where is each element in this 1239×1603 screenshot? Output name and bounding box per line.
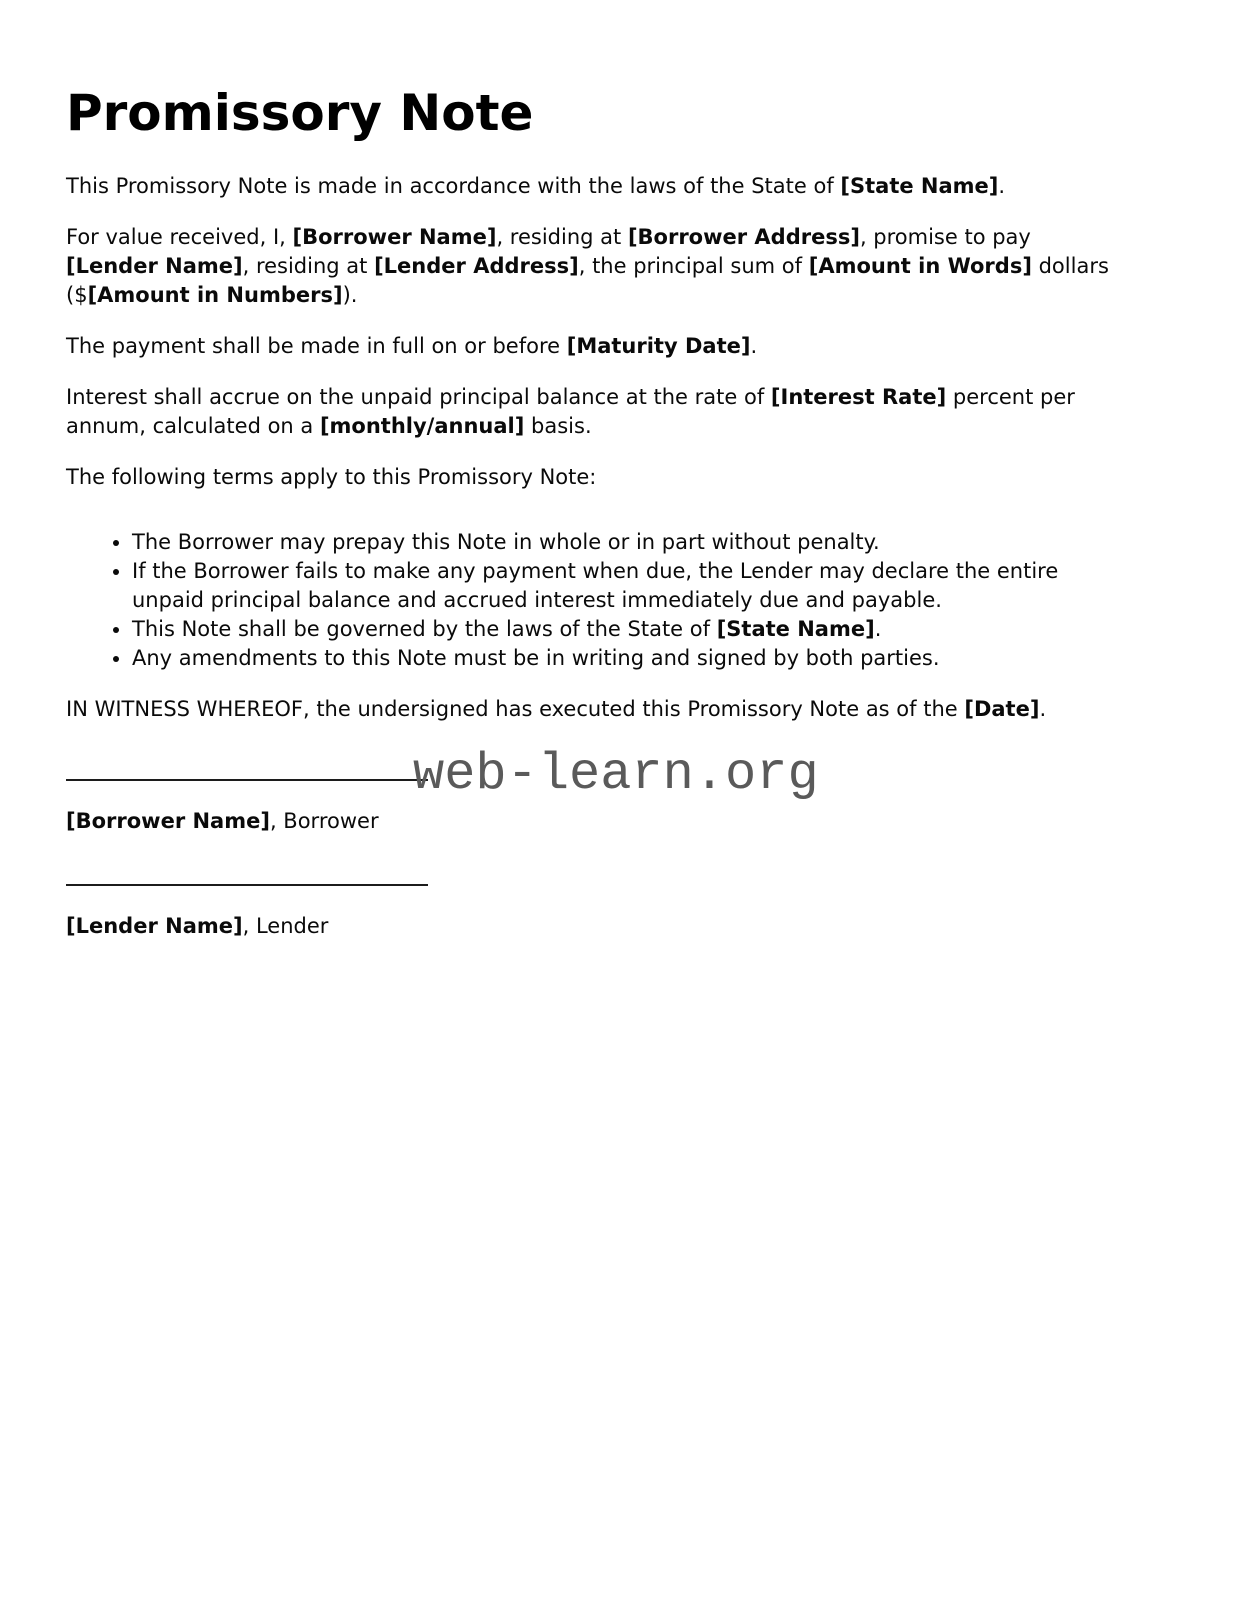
- placeholder-lender-name: [Lender Name]: [66, 254, 243, 278]
- paragraph-payment: [66, 332, 1129, 361]
- text-run: Any amendments to this Note must be in writing and signed by both parties.: [132, 646, 940, 670]
- paragraph-value-received: [66, 223, 1129, 310]
- text-run: IN WITNESS WHEREOF, the undersigned has executed this Promissory Note as of the: [66, 697, 965, 721]
- text-run: Interest shall accrue on the unpaid principal balance at the rate of: [66, 385, 771, 409]
- text-run: , promise to pay: [859, 225, 1031, 249]
- text-run: The following terms apply to this Promissory Note:: [66, 465, 597, 489]
- placeholder-borrower-address: [Borrower Address]: [627, 225, 860, 249]
- lender-signature-label: [66, 912, 1129, 941]
- terms-list: [66, 528, 1129, 673]
- placeholder-borrower-name: [Borrower Name]: [292, 225, 497, 249]
- list-item: [132, 644, 1129, 673]
- text-run: , residing at: [496, 225, 628, 249]
- text-run: .: [998, 174, 1006, 198]
- paragraph-governing-law: [66, 172, 1129, 201]
- page-title: Promissory Note: [66, 84, 534, 142]
- placeholder-date: [Date]: [964, 697, 1040, 721]
- text-run: dollars ($: [66, 254, 1109, 307]
- placeholder-borrower-name: [Borrower Name]: [66, 809, 270, 833]
- paragraph-interest: [66, 383, 1129, 441]
- list-item: [132, 615, 1129, 644]
- text-run: .: [750, 334, 758, 358]
- list-item: [132, 528, 1129, 557]
- text-run: This Promissory Note is made in accordance with the laws of the State of: [66, 174, 841, 198]
- paragraph-witness: [66, 695, 1129, 724]
- text-run: This Note shall be governed by the laws of the State of: [132, 617, 717, 641]
- placeholder-interest-rate: [Interest Rate]: [770, 385, 947, 409]
- placeholder-state-name: [State Name]: [716, 617, 875, 641]
- text-run: , residing at: [242, 254, 375, 278]
- borrower-signature-line: [66, 745, 819, 804]
- text-run: basis.: [524, 414, 592, 438]
- text-run: , Lender: [242, 914, 329, 938]
- list-item: [132, 557, 1129, 615]
- lender-signature-line: [66, 884, 428, 886]
- placeholder-lender-address: [Lender Address]: [374, 254, 579, 278]
- text-run: For value received, I,: [66, 225, 293, 249]
- borrower-signature-label: [66, 807, 1129, 836]
- text-run: , Borrower: [269, 809, 379, 833]
- placeholder-lender-name: [Lender Name]: [66, 914, 243, 938]
- text-run: percent per annum, calculated on a: [66, 385, 1075, 438]
- placeholder-state-name: [State Name]: [840, 174, 999, 198]
- text-run: The Borrower may prepay this Note in whole or in part without penalty.: [132, 530, 880, 554]
- text-run: ).: [342, 283, 358, 307]
- placeholder-monthly-annual: [monthly/annual]: [319, 414, 525, 438]
- placeholder-amount-numbers: [Amount in Numbers]: [87, 283, 343, 307]
- text-run: If the Borrower fails to make any payment when due, the Lender may declare the entire unpaid principal balance and accrued interest immediately due and payable.: [132, 559, 1059, 612]
- text-run: .: [874, 617, 882, 641]
- text-run: .: [1039, 697, 1047, 721]
- paragraph-terms-intro: [66, 463, 1129, 492]
- text-run: , the principal sum of: [578, 254, 809, 278]
- text-run: The payment shall be made in full on or before: [66, 334, 567, 358]
- placeholder-maturity-date: [Maturity Date]: [566, 334, 751, 358]
- placeholder-amount-words: [Amount in Words]: [808, 254, 1032, 278]
- watermark: web-learn.org: [413, 745, 819, 804]
